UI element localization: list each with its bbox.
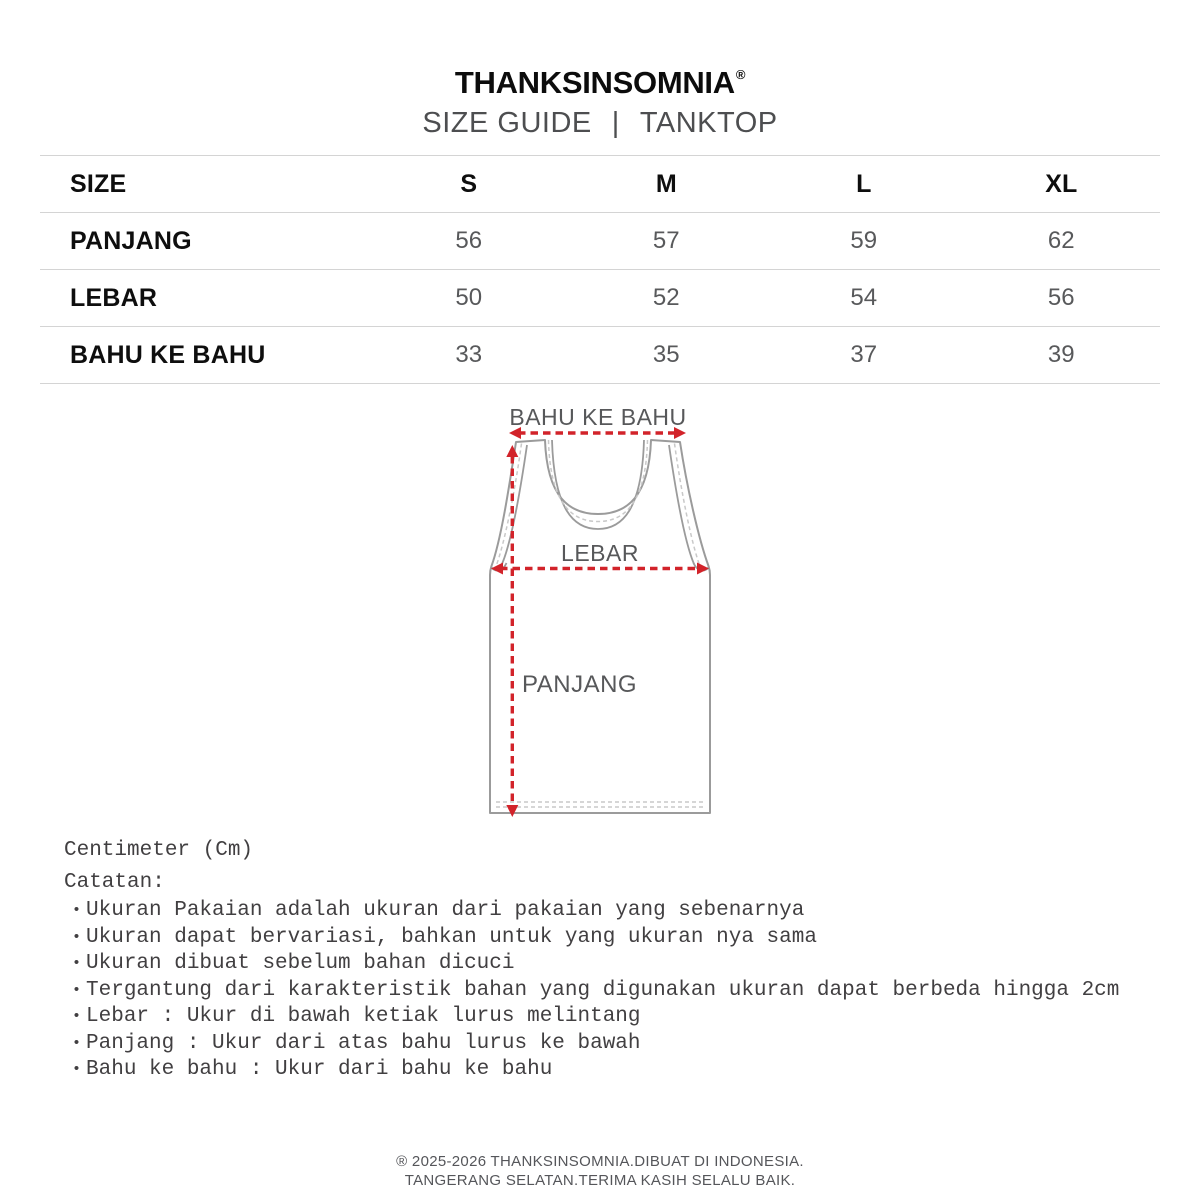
- table-header-row: [40, 156, 1160, 213]
- panjang-m: 57: [652, 227, 680, 254]
- brand-name: THANKSINSOMNIA: [454, 65, 735, 100]
- notes-list: [64, 898, 1174, 1084]
- note-text: Bahu ke bahu : Ukur dari bahu ke bahu: [86, 1058, 553, 1081]
- col-header-m: M: [655, 169, 677, 198]
- footer: [0, 1152, 1200, 1190]
- col-header-l: L: [856, 169, 872, 198]
- note-text: Panjang : Ukur dari atas bahu lurus ke bawah: [86, 1031, 641, 1055]
- table-row-panjang: [40, 213, 1160, 270]
- footer-line2: TANGERANG SELATAN.TERIMA KASIH SELALU BAIK.: [404, 1172, 796, 1189]
- panjang-xl: 62: [1047, 227, 1075, 254]
- subtitle-size-guide: SIZE GUIDE: [422, 107, 592, 139]
- size-table: [40, 155, 1160, 384]
- lebar-m: 52: [652, 284, 680, 311]
- panjang-s: 56: [455, 227, 483, 254]
- table-row-bahu-ke-bahu: [40, 327, 1160, 384]
- note-text: Lebar : Ukur di bawah ketiak lurus melintang: [86, 1005, 641, 1028]
- bullet-icon: •: [72, 1008, 82, 1025]
- row-label-bahu-ke-bahu: BAHU KE BAHU: [70, 340, 266, 369]
- col-header-xl: XL: [1045, 169, 1078, 198]
- registered-trademark-icon: ®: [735, 67, 746, 82]
- table-row-lebar: [40, 270, 1160, 327]
- brand-title: [0, 55, 1200, 103]
- page-subtitle: [0, 107, 1200, 140]
- bullet-icon: •: [72, 928, 82, 946]
- note-text: Ukuran dibuat sebelum bahan dicuci: [86, 952, 515, 975]
- label-panjang: PANJANG: [522, 671, 638, 698]
- col-header-size: SIZE: [70, 169, 127, 198]
- bahu-l: 37: [850, 341, 878, 368]
- subtitle-product: TANKTOP: [639, 107, 778, 139]
- row-label-lebar: LEBAR: [70, 283, 158, 312]
- lebar-s: 50: [455, 284, 483, 311]
- note-item: [64, 925, 1174, 952]
- tanktop-diagram: [470, 398, 730, 858]
- note-item: [64, 978, 1174, 1005]
- note-item: [64, 951, 1174, 978]
- note-item: [64, 1057, 1174, 1084]
- unit-note: Centimeter (Cm): [64, 839, 254, 862]
- col-header-s: S: [460, 169, 478, 198]
- lebar-l: 54: [850, 284, 878, 311]
- footer-line1: ® 2025-2026 THANKSINSOMNIA.DIBUAT DI INDONESIA.: [396, 1153, 804, 1170]
- bullet-icon: •: [72, 1034, 82, 1052]
- note-text: Ukuran Pakaian adalah ukuran dari pakaian yang sebenarnya: [86, 899, 805, 922]
- notes-heading: Catatan:: [64, 871, 165, 894]
- panjang-l: 59: [850, 227, 878, 254]
- note-text: Tergantung dari karakteristik bahan yang digunakan ukuran dapat berbeda hingga 2cm: [86, 978, 1120, 1002]
- subtitle-divider: |: [611, 107, 620, 139]
- label-bahu-ke-bahu: BAHU KE BAHU: [509, 404, 687, 430]
- lebar-xl: 56: [1047, 284, 1075, 311]
- note-item: [64, 1031, 1174, 1058]
- note-text: Ukuran dapat bervariasi, bahkan untuk yang ukuran nya sama: [86, 925, 817, 949]
- bahu-s: 33: [455, 341, 483, 368]
- notes-section: [64, 838, 1174, 1084]
- header: [0, 55, 1200, 140]
- label-lebar: LEBAR: [561, 540, 639, 566]
- note-item: [64, 898, 1174, 925]
- bullet-icon: •: [72, 955, 82, 972]
- bahu-m: 35: [652, 341, 680, 368]
- tanktop-illustration: [470, 398, 730, 858]
- bullet-icon: •: [72, 902, 82, 919]
- bullet-icon: •: [72, 981, 82, 999]
- note-item: [64, 1004, 1174, 1031]
- bullet-icon: •: [72, 1061, 82, 1078]
- bahu-xl: 39: [1047, 341, 1075, 368]
- row-label-panjang: PANJANG: [70, 226, 192, 255]
